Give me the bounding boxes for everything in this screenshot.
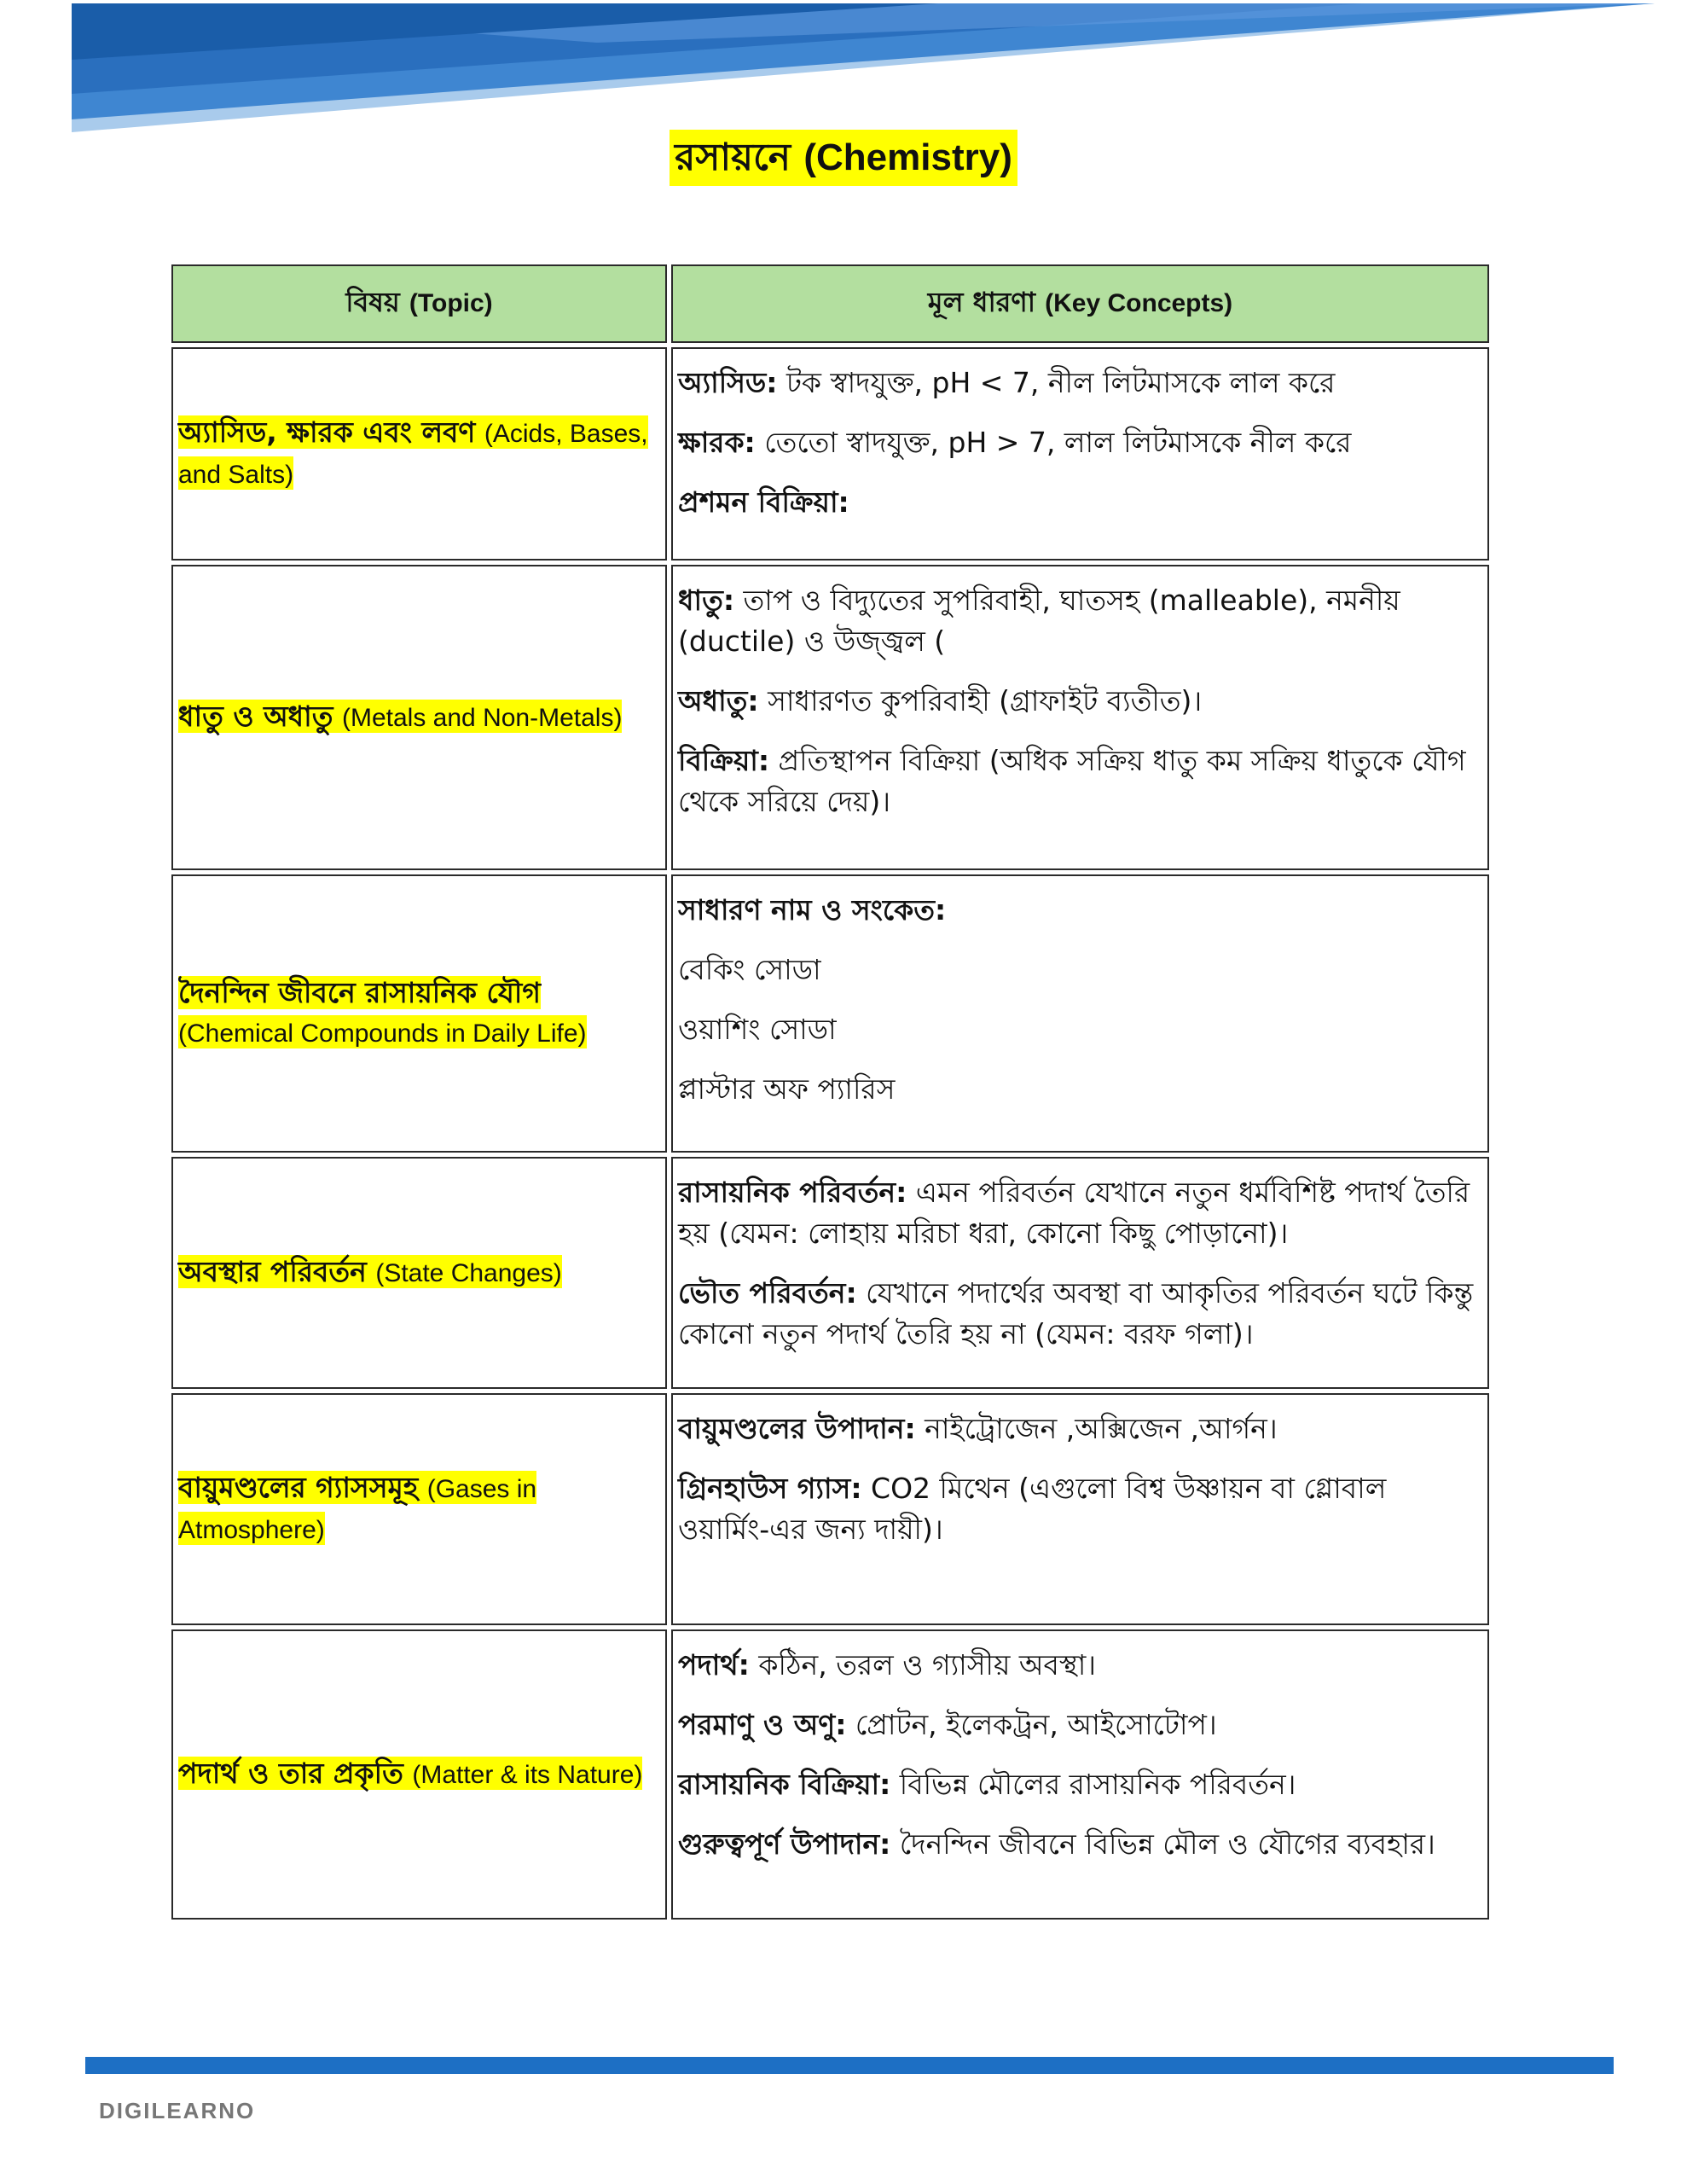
concept-text: প্রোটন, ইলেকট্রন, আইসোটোপ। xyxy=(846,1708,1217,1741)
concept-item xyxy=(678,1705,1482,1745)
concept-label: বিক্রিয়া: xyxy=(678,744,770,777)
topic-bn: ধাতু ও অধাতু xyxy=(178,700,333,733)
topic-highlight xyxy=(178,1757,642,1790)
table-row xyxy=(171,874,1489,1153)
concept-text: প্লাস্টার অফ প্যারিস xyxy=(678,1072,896,1106)
concept-text: CO2 মিথেন (এগুলো বিশ্ব উষ্ণায়ন বা গ্লোবাল ওয়ার্মিং-এর জন্য দায়ী)। xyxy=(678,1472,1387,1546)
topic-highlight xyxy=(178,1471,536,1545)
topic-highlight xyxy=(178,976,587,1048)
concept-label: অ্যাসিড: xyxy=(678,366,778,399)
concept-item xyxy=(678,1069,1482,1110)
concept-text: ওয়াশিং সোডা xyxy=(678,1013,837,1046)
footer-bar xyxy=(85,2057,1614,2074)
page-title xyxy=(670,130,1017,186)
header-topic xyxy=(171,264,667,343)
concept-text: এমন পরিবর্তন যেখানে নতুন ধর্মবিশিষ্ট পদার্থ তৈরি হয় (যেমন: লোহায় মরিচা ধরা, কোনো কিছু পোড়ানো)। xyxy=(678,1176,1470,1250)
concept-item xyxy=(678,1764,1482,1805)
concept-label: গ্রিনহাউস গ্যাস: xyxy=(678,1472,862,1505)
concept-text: নাইট্রোজেন ,অক্সিজেন ,আর্গন। xyxy=(915,1412,1278,1445)
concept-text: কঠিন, তরল ও গ্যাসীয় অবস্থা। xyxy=(749,1648,1097,1682)
header-concepts-bn: মূল ধারণা xyxy=(927,286,1035,318)
concept-label: ধাতু: xyxy=(678,584,735,617)
concepts-cell xyxy=(671,1629,1489,1920)
topic-bn: বায়ুমণ্ডলের গ্যাসসমূহ xyxy=(178,1471,419,1504)
page-title-en: (Chemistry) xyxy=(803,136,1012,178)
concept-item xyxy=(678,1172,1482,1254)
concept-item xyxy=(678,580,1482,662)
concept-label: ক্ষারক: xyxy=(678,426,756,459)
topic-bn: অবস্থার পরিবর্তন xyxy=(178,1255,367,1288)
concepts-cell xyxy=(671,1393,1489,1625)
concept-item xyxy=(678,1273,1482,1355)
concept-item xyxy=(678,741,1482,822)
concepts-cell xyxy=(671,565,1489,870)
header-banner xyxy=(0,0,1687,145)
topic-highlight xyxy=(178,1255,562,1288)
table-row xyxy=(171,1393,1489,1625)
concept-item xyxy=(678,1009,1482,1050)
topic-cell xyxy=(171,1393,667,1625)
concept-text: যেখানে পদার্থের অবস্থা বা আকৃতির পরিবর্তন ঘটে কিন্তু কোনো নতুন পদার্থ তৈরি হয় না (যেমন: বরফ গলা)। xyxy=(678,1276,1474,1350)
chemistry-table xyxy=(167,260,1493,1924)
concept-label: পদার্থ: xyxy=(678,1648,750,1682)
concepts-cell xyxy=(671,874,1489,1153)
topic-bn: দৈনন্দিন জীবনে রাসায়নিক যৌগ xyxy=(178,976,541,1009)
concept-text: সাধারণত কুপরিবাহী (গ্রাফাইট ব্যতীত)। xyxy=(758,684,1203,717)
header-concepts xyxy=(671,264,1489,343)
topic-cell xyxy=(171,1157,667,1389)
topic-en: (Gases in Atmosphere) xyxy=(178,1475,537,1544)
table-row xyxy=(171,1157,1489,1389)
topic-en: (Acids, Bases, and Salts) xyxy=(178,420,648,489)
topic-highlight xyxy=(178,415,648,490)
concept-item xyxy=(678,1409,1482,1449)
concept-label: পরমাণু ও অণু: xyxy=(678,1708,847,1741)
topic-bn: পদার্থ ও তার প্রকৃতি xyxy=(178,1757,403,1790)
table-row xyxy=(171,1629,1489,1920)
table-row xyxy=(171,347,1489,561)
concept-label: ভৌত পরিবর্তন: xyxy=(678,1276,857,1310)
concept-label: বায়ুমণ্ডলের উপাদান: xyxy=(678,1412,916,1445)
concept-item xyxy=(678,482,1482,523)
concept-item xyxy=(678,1824,1482,1865)
concept-item xyxy=(678,422,1482,463)
concept-text: প্রতিস্থাপন বিক্রিয়া (অধিক সক্রিয় ধাতু কম সক্রিয় ধাতুকে যৌগ থেকে সরিয়ে দেয়)। xyxy=(678,744,1466,818)
topic-highlight xyxy=(178,700,622,733)
concept-label: অধাতু: xyxy=(678,684,759,717)
topic-bn: অ্যাসিড, ক্ষারক এবং লবণ xyxy=(178,415,476,449)
concept-item xyxy=(678,681,1482,722)
concept-item xyxy=(678,1468,1482,1550)
topic-en: (Metals and Non-Metals) xyxy=(342,704,623,732)
table-header-row xyxy=(171,264,1489,343)
header-concepts-en: (Key Concepts) xyxy=(1045,289,1233,317)
concept-text: বেকিং সোডা xyxy=(678,953,821,986)
concept-text: টক স্বাদযুক্ত, pH < 7, নীল লিটমাসকে লাল করে xyxy=(777,366,1336,399)
header-topic-bn: বিষয় xyxy=(345,286,400,318)
concept-item xyxy=(678,363,1482,404)
topic-en: (State Changes) xyxy=(375,1259,562,1287)
page-title-wrap xyxy=(0,130,1687,186)
footer-brand: DIGILEARNO xyxy=(99,2098,256,2123)
concepts-cell xyxy=(671,1157,1489,1389)
concept-item xyxy=(678,1645,1482,1686)
concept-label: রাসায়নিক পরিবর্তন: xyxy=(678,1176,907,1209)
page-title-bn: রসায়নে xyxy=(675,136,791,179)
topic-cell xyxy=(171,874,667,1153)
concept-text: তেতো স্বাদযুক্ত, pH > 7, লাল লিটমাসকে নীল করে xyxy=(755,426,1352,459)
concept-text: বিভিন্ন মৌলের রাসায়নিক পরিবর্তন। xyxy=(890,1768,1296,1801)
topic-en: (Matter & its Nature) xyxy=(412,1761,643,1789)
concept-label: প্রশমন বিক্রিয়া: xyxy=(678,485,849,519)
table-row xyxy=(171,565,1489,870)
topic-en: (Chemical Compounds in Daily Life) xyxy=(178,1019,587,1048)
concept-item xyxy=(678,890,1482,931)
concept-item xyxy=(678,950,1482,990)
concepts-cell xyxy=(671,347,1489,561)
concept-text: দৈনন্দিন জীবনে বিভিন্ন মৌল ও যৌগের ব্যবহার। xyxy=(890,1827,1435,1861)
topic-cell xyxy=(171,565,667,870)
header-topic-en: (Topic) xyxy=(409,289,493,317)
concept-label: রাসায়নিক বিক্রিয়া: xyxy=(678,1768,891,1801)
topic-cell xyxy=(171,347,667,561)
topic-cell xyxy=(171,1629,667,1920)
concept-text: তাপ ও বিদ্যুতের সুপরিবাহী, ঘাতসহ (malleable), নমনীয় (ductile) ও উজ্জ্বল ( xyxy=(678,584,1400,658)
concept-label: গুরুত্বপূর্ণ উপাদান: xyxy=(678,1827,891,1861)
concept-label: সাধারণ নাম ও সংকেত: xyxy=(678,893,947,926)
